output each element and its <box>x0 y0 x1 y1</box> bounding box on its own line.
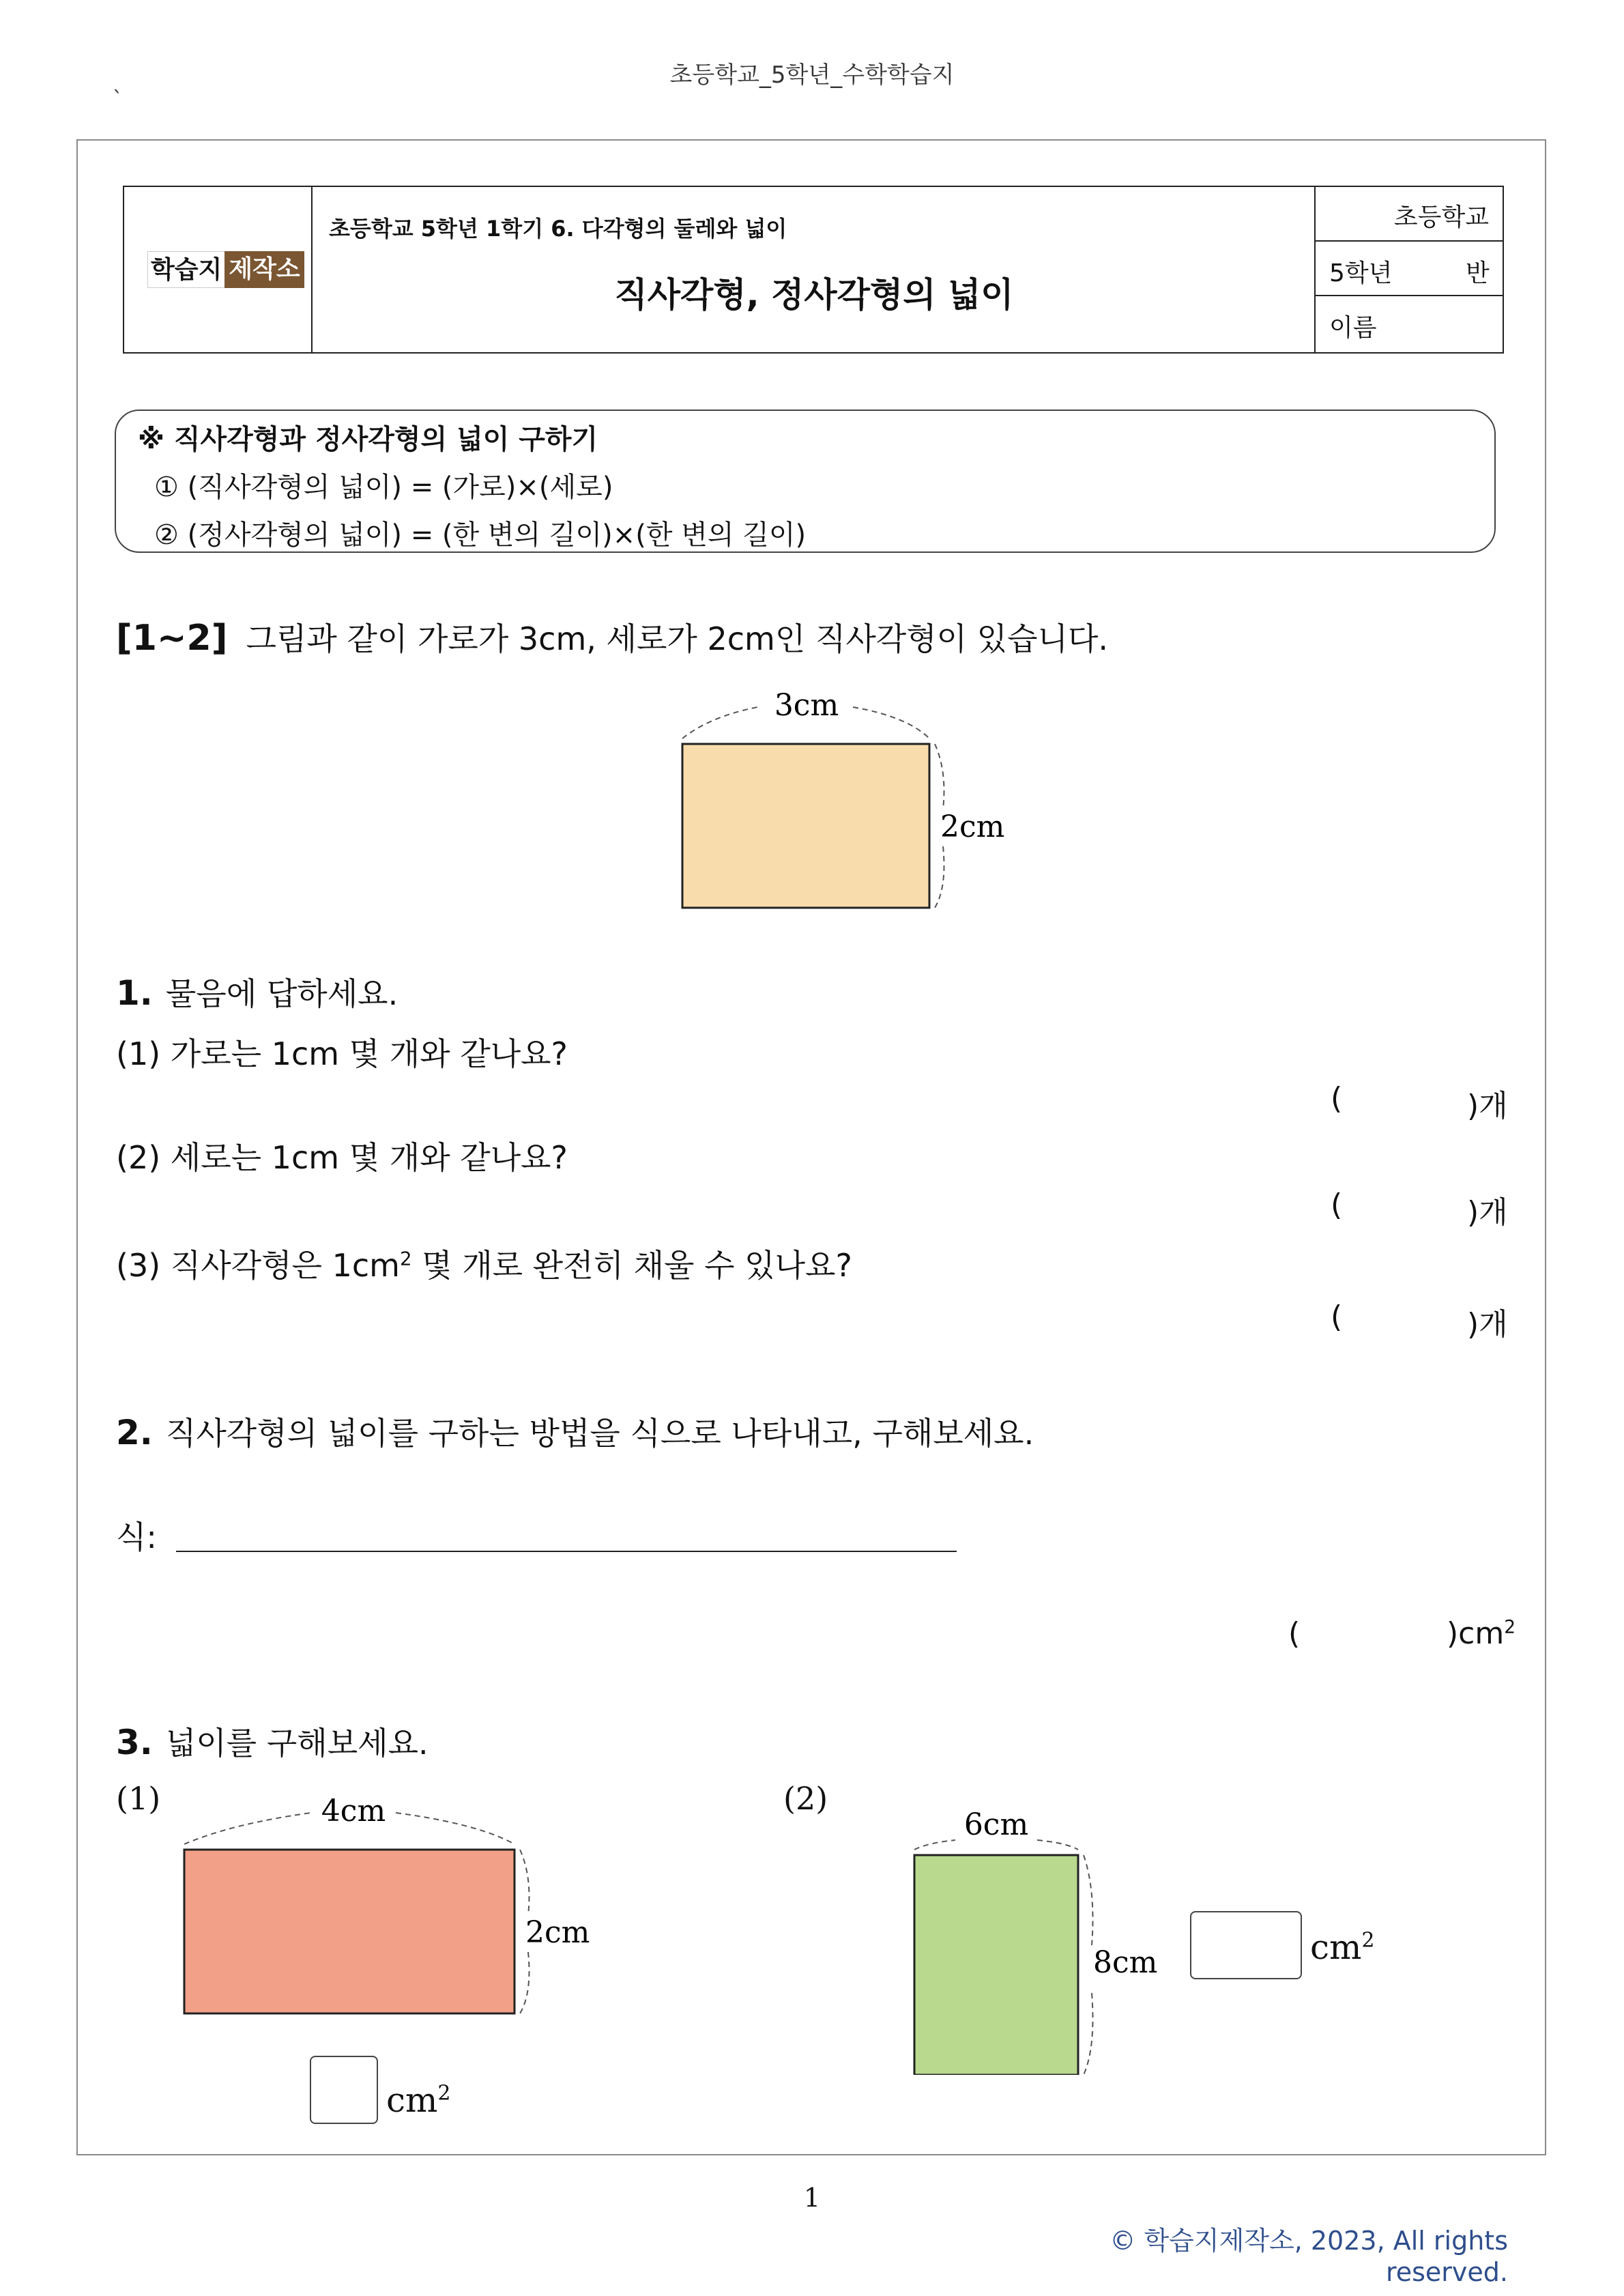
q1-sub1: (1) 가로는 1cm 몇 개와 같나요? <box>116 1035 568 1072</box>
q3-p1-width-brace-right <box>396 1813 514 1844</box>
intro-line <box>116 614 1108 659</box>
title-cell <box>313 187 1316 352</box>
q1-sub3-post: 몇 개로 완전히 채울 수 있나요? <box>411 1247 852 1284</box>
intro-label: [1~2] <box>116 618 228 659</box>
q3-p2-rectangle <box>914 1855 1078 2075</box>
subject-line: 초등학교 5학년 1학기 6. 다각형의 둘레와 넓이 <box>329 216 787 242</box>
logo-cell <box>124 187 313 352</box>
width-brace-right <box>853 707 929 738</box>
intro-text: 그림과 같이 가로가 3cm, 세로가 2cm인 직사각형이 있습니다. <box>246 620 1109 657</box>
q1-text: 물음에 답하세요. <box>165 975 398 1012</box>
q3-p2-figure <box>887 1788 1174 2075</box>
page-header: 초등학교_5학년_수학학습지 <box>669 61 955 89</box>
q2-formula-blank[interactable] <box>176 1551 957 1552</box>
q3-number: 3. <box>116 1723 153 1762</box>
q3-p2-label: (2) <box>783 1780 828 1817</box>
copyright: © 학습지제작소, 2023, All rights reserved. <box>1110 2226 1508 2287</box>
q3-p2-answer-box[interactable] <box>1190 1911 1302 1979</box>
q3-p2-unit-text: cm <box>1310 1927 1362 1967</box>
q3-text: 넓이를 구해보세요. <box>165 1725 429 1762</box>
width-brace-left <box>682 707 757 738</box>
q3-p2-unit-sup: 2 <box>1361 1928 1375 1953</box>
q1-sub3-pre: (3) 직사각형은 1cm <box>116 1247 400 1284</box>
q1-sub3-answer-close: )개 <box>1467 1307 1508 1342</box>
q3-p1-width-label: 4cm <box>321 1794 386 1828</box>
q1-sub2-answer-open: ( <box>1331 1188 1343 1222</box>
grade-row <box>1316 242 1503 296</box>
logo-part1: 학습지 <box>147 251 224 288</box>
intro-height-label: 2cm <box>940 809 1005 844</box>
q2-answer-close <box>1447 1616 1516 1651</box>
q3-p1-label: (1) <box>116 1780 161 1817</box>
page-number: 1 <box>803 2183 821 2213</box>
q1-sub2: (2) 세로는 1cm 몇 개와 같나요? <box>116 1139 568 1176</box>
q1-sub3-sup: 2 <box>399 1247 412 1270</box>
logo-part2: 제작소 <box>224 251 304 288</box>
q1-sub2-answer-close: )개 <box>1467 1195 1508 1230</box>
q3-p1-height-brace-top <box>520 1850 530 1915</box>
q1-sub1-answer-open: ( <box>1331 1081 1343 1116</box>
q1-line <box>116 969 398 1014</box>
intro-rectangle-figure <box>655 683 1037 928</box>
grade-label: 5학년 <box>1329 259 1393 287</box>
q3-p1-unit-text: cm <box>386 2080 438 2120</box>
q3-p1-rectangle <box>184 1850 514 2013</box>
q2-answer-unit: )cm <box>1447 1616 1505 1651</box>
formula-box <box>115 410 1496 553</box>
class-label: 반 <box>1466 259 1490 287</box>
q3-p2-width-brace-left <box>914 1840 955 1850</box>
q3-p2-height-brace-top <box>1084 1855 1093 1945</box>
q3-p1-height-label: 2cm <box>525 1915 590 1950</box>
intro-rectangle <box>682 744 929 908</box>
q1-sub3-answer-open: ( <box>1331 1300 1343 1334</box>
name-label: 이름 <box>1329 314 1377 342</box>
q3-p1-height-brace-bottom <box>520 1952 530 2013</box>
q3-p2-width-label: 6cm <box>963 1807 1029 1842</box>
logo <box>147 251 304 288</box>
formula-rectangle: ① (직사각형의 넓이) = (가로)×(세로) <box>154 472 613 503</box>
height-brace-bottom <box>935 846 944 908</box>
name-row <box>1316 296 1503 351</box>
q2-answer-open: ( <box>1288 1616 1301 1651</box>
q2-line <box>116 1409 1034 1454</box>
document-title: 직사각형, 정사각형의 넓이 <box>614 275 1014 315</box>
school-row <box>1316 187 1503 242</box>
q2-formula-label: 식: <box>116 1519 157 1555</box>
q3-p2-width-brace-right <box>1037 1840 1078 1850</box>
q3-p1-width-brace-left <box>184 1813 311 1844</box>
q3-line <box>116 1719 429 1764</box>
title-table <box>123 186 1504 354</box>
q3-p1-unit-sup: 2 <box>437 2081 451 2106</box>
q2-number: 2. <box>116 1413 153 1452</box>
q3-p1-figure <box>164 1788 600 2020</box>
header-mark: ` <box>113 87 123 111</box>
q1-sub1-answer-close: )개 <box>1467 1089 1508 1123</box>
height-brace-top <box>935 744 944 809</box>
formula-square: ② (정사각형의 넓이) = (한 변의 길이)×(한 변의 길이) <box>154 519 807 551</box>
q1-sub3 <box>116 1241 852 1286</box>
q3-p2-unit <box>1310 1927 1375 1967</box>
q2-text: 직사각형의 넓이를 구하는 방법을 식으로 나타내고, 구해보세요. <box>165 1415 1034 1452</box>
intro-width-label: 3cm <box>774 688 839 723</box>
formula-heading: ※ 직사각형과 정사각형의 넓이 구하기 <box>138 424 598 455</box>
school-label: 초등학교 <box>1393 203 1489 231</box>
q3-p1-answer-box[interactable] <box>310 2056 378 2124</box>
q2-answer-sup: 2 <box>1504 1616 1516 1638</box>
q1-number: 1. <box>116 973 153 1013</box>
q3-p2-height-label: 8cm <box>1093 1945 1158 1980</box>
q3-p2-height-brace-bottom <box>1084 1993 1093 2075</box>
q3-p1-unit <box>386 2080 451 2120</box>
info-cell <box>1316 187 1503 352</box>
